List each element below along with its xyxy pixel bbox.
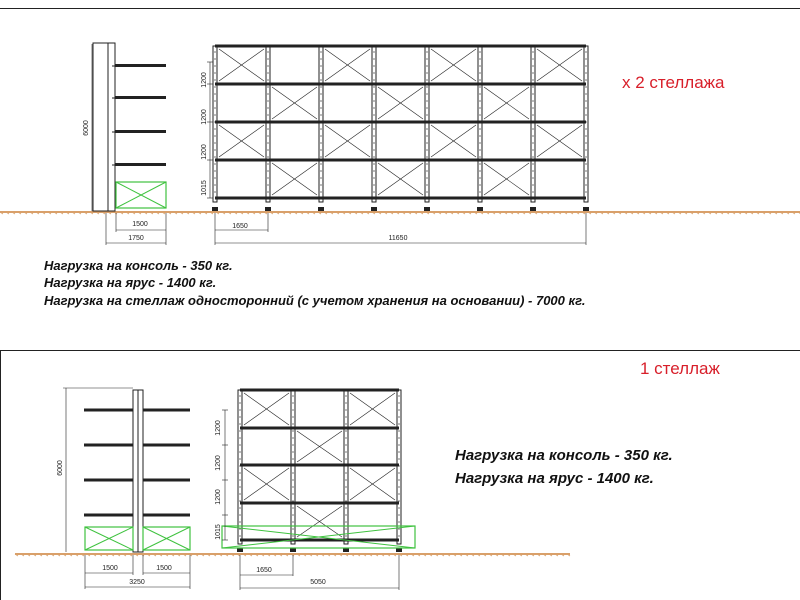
top-note-tier-load: Нагрузка на ярус - 1400 кг. (44, 275, 217, 290)
bottom-side-dim-3: 3250 (129, 579, 145, 586)
foot-plate (371, 207, 377, 211)
cantilever-arm-right (143, 444, 190, 447)
top-side-height-label: 6000 (83, 120, 90, 136)
foot-plate (265, 207, 271, 211)
upright (372, 46, 376, 202)
foot-plate (530, 207, 536, 211)
bottom-tier-dim-2: 1200 (215, 455, 222, 471)
top-tier-dim-2: 1200 (201, 109, 208, 125)
top-note-rack-load: Нагрузка на стеллаж односторонний (с учетом хранения на основании) - 7000 кг. (44, 293, 586, 308)
foot-plate (318, 207, 324, 211)
top-tier-dim-3: 1200 (201, 144, 208, 160)
top-front-view (207, 45, 589, 246)
top-front-dim-2: 11650 (388, 235, 408, 242)
bottom-side-height-label: 6000 (57, 460, 64, 476)
upright (213, 46, 217, 202)
cantilever-arm-right (143, 409, 190, 412)
bottom-front-view (222, 389, 415, 591)
cantilever-arm-left (84, 409, 133, 412)
cantilever-arm-left (84, 479, 133, 482)
bottom-tier-dim-3: 1200 (215, 489, 222, 505)
bottom-tier-dim-1: 1200 (215, 420, 222, 436)
upright (425, 46, 429, 202)
bottom-front-dim-2: 5050 (310, 579, 326, 586)
bottom-side-view (63, 388, 190, 589)
bottom-rack-count: 1 стеллаж (640, 359, 720, 378)
beam (240, 502, 399, 505)
cantilever-arm-left (84, 444, 133, 447)
cantilever-arm (115, 130, 166, 133)
cantilever-arm-right (143, 479, 190, 482)
beam (240, 539, 399, 542)
upright (319, 46, 323, 202)
beam (215, 197, 586, 200)
top-front-dim-1: 1650 (232, 223, 248, 230)
cantilever-arm-right (143, 514, 190, 517)
column-outline (93, 43, 115, 211)
upright (344, 390, 348, 544)
cantilever-arm (115, 163, 166, 166)
top-tier-dim-1: 1200 (201, 72, 208, 88)
cantilever-arm (115, 64, 166, 67)
beam (240, 464, 399, 467)
top-side-dim-1: 1500 (132, 221, 148, 228)
upright (238, 390, 242, 544)
bottom-note-console-load: Нагрузка на консоль - 350 кг. (455, 447, 673, 464)
bottom-side-dim-2: 1500 (156, 565, 172, 572)
top-note-console-load: Нагрузка на консоль - 350 кг. (44, 258, 233, 273)
upright (478, 46, 482, 202)
bottom-note-tier-load: Нагрузка на ярус - 1400 кг. (455, 470, 654, 487)
top-tier-dim-4: 1015 (201, 180, 208, 196)
top-side-view (92, 43, 166, 245)
foot-plate (583, 207, 589, 211)
beam (215, 83, 586, 86)
upright (266, 46, 270, 202)
beam (215, 121, 586, 124)
bottom-tier-dim-4: 1015 (215, 524, 222, 540)
beam (240, 427, 399, 430)
upright (291, 390, 295, 544)
bottom-ground (15, 554, 570, 556)
upright (397, 390, 401, 544)
foot-plate (424, 207, 430, 211)
cantilever-arm (115, 96, 166, 99)
upright (531, 46, 535, 202)
bottom-side-dim-1: 1500 (102, 565, 118, 572)
beam (240, 389, 399, 392)
beam (215, 159, 586, 162)
top-side-dim-2: 1750 (128, 235, 144, 242)
beam (215, 45, 586, 48)
cantilever-arm-left (84, 514, 133, 517)
top-ground (0, 212, 800, 214)
top-rack-count: x 2 стеллажа (622, 73, 725, 92)
upright (584, 46, 588, 202)
bottom-front-dim-1: 1650 (256, 567, 272, 574)
foot-plate (212, 207, 218, 211)
foot-plate (477, 207, 483, 211)
